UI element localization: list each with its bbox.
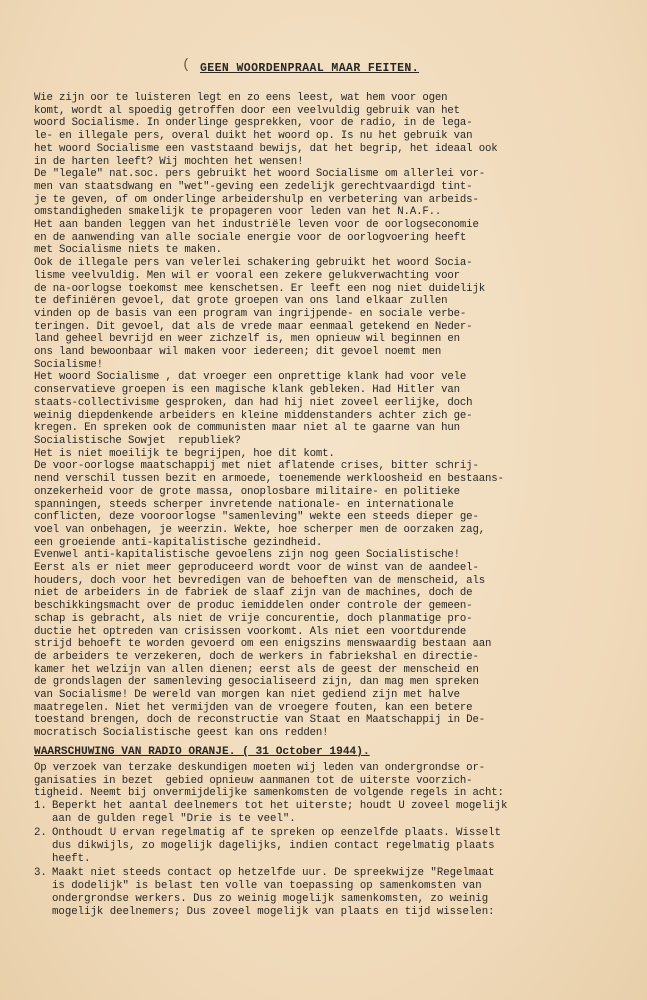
list-item bbox=[34, 800, 624, 825]
warning-intro: Op verzoek van terzake deskundigen moeten wij leden van ondergrondse or- ganisaties in bezet gebied opnieuw aanmanen tot de uiterste voorzich- tigheid. Neemt bij onvermijdelijke samenkomsten de volgende regels in acht: bbox=[34, 761, 504, 800]
paragraph-magic-word: Het woord Socialisme , dat vroeger een onprettige klank had voor vele conservatieve groepen is een magische klank gebleken. Had Hitler van staats-collectivisme gesproken, dan had hij niet zoveel eerlijke, doch weinig diepdenkende arbeiders en kleine middenstanders achter zich ge- kregen. En spreken ook de communisten maar niet al te gaarne van hun Socialistische Sowjet republiek? bbox=[34, 371, 473, 447]
warning-rules bbox=[34, 800, 624, 918]
paragraph-illegal-press: Ook de illegale pers van velerlei schakering gebruikt het woord Socia- lisme veelvuldig. Men wil er vooral een zekere gelukverwachting voor de na-oorlogse toekomst mee kenschetsen. Er leeft een nog niet duidelijk te definiëren gevoel, dat grote groepen van ons land elkaar zullen vinden op de basis van een program van ingrijpende- en sociale verbe- teringen. Dit gevoel, dat als de vrede maar eenmaal getekend en Neder- land geheel bevrijd en weer zichzelf is, men opnieuw wil beginnen en ons land bewoonbaar wil maken voor iedereen; dit gevoel noemt men Socialisme! bbox=[34, 257, 485, 371]
rule-text: Onthoudt U ervan regelmatig af te spreken op eenzelfde plaats. Wisselt dus dikwijls, zo mogelijk dagelijks, indien contact regelmatig plaats heeft. bbox=[52, 827, 501, 865]
page-title: GEEN WOORDENPRAAL MAAR FEITEN. bbox=[200, 62, 420, 75]
paragraph-socialism-definition: Evenwel anti-kapitalistische gevoelens zijn nog geen Socialistische! Eerst als er niet meer geproduceerd wordt voor de winst van de aandeel- houders, doch voor het bevredigen van de behoeften van de menscheid, als niet de arbeiders in de fabriek de slaaf zijn van de machines, doch de beschikkingsmacht over de produc iemiddelen onder controle der gemeen- schap is gebracht, als niet de vrije concurentie, doch planmatige pro- ductie het optreden van crisissen voorkomt. Als niet een voortdurende strijd behoeft te worden gevoerd om een enigszins menswaardig bestaan aan de arbeiders te verzekeren, doch de werkers in fabriekshal en directie- kamer het welzijn van allen dienen; eerst als de geest der menscheid en de grondslagen der samenleving gesocialiseerd zijn, dan mag men spreken van Socialisme! De wereld van morgen kan niet gediend zijn met halve maatregelen. Niet het vermijden van de vroegere fouten, kan een betere toestand brengen, doch de reconstructie van Staat en Maatschappij in De- mocratisch Socialistische geest kan ons redden! bbox=[34, 549, 492, 740]
paragraph-explanation: Het is niet moeilijk te begrijpen, hoe dit komt. bbox=[34, 447, 335, 460]
paper-mark-icon: ( bbox=[182, 57, 191, 73]
warning-heading: WAARSCHUWING VAN RADIO ORANJE. ( 31 October 1944). bbox=[34, 745, 370, 758]
paragraph-legal-press: De "legale" nat.soc. pers gebruikt het woord Socialisme om allerlei vor- men van staatsdwang en "wet"-geving een zedelijk gerechtvaardigd tint- je te geven, of om onderlinge arbeidershulp en verbetering van arbeids- omstandigheden smakelijk te propageren voor leden van het N.A.F.. Het aan banden leggen van het industriële leven voor de oorlogseconomie en de aanwending van alle sociale energie voor de oorlogvoering heeft met Socialisme niets te maken. bbox=[34, 168, 485, 257]
rule-number: 2. bbox=[34, 827, 47, 840]
rule-number: 3. bbox=[34, 867, 47, 880]
list-item bbox=[34, 827, 624, 865]
body-text bbox=[34, 92, 624, 920]
rule-text: Beperkt het aantal deelnemers tot het uiterste; houdt U zoveel mogelijk aan de gulden regel "Drie is te veel". bbox=[52, 799, 508, 825]
paragraph-intro: Wie zijn oor te luisteren legt en zo eens leest, wat hem voor ogen komt, wordt al spoedig getroffen door een veelvuldig gebruik van het woord Socialisme. In onderlinge gesprekken, voor de radio, in de lega- le- en illegale pers, overal duikt het woord op. Is nu het gebruik van het woord Socialisme een vaststaand bewijs, dat het begrip, het ideaal ook in de harten leeft? Wij mochten het wensen! bbox=[34, 92, 498, 168]
rule-text: Maakt niet steeds contact op hetzelfde uur. De spreekwijze "Regelmaat is dodelijk" is belast ten volle van toepassing op samenkomsten van ondergrondse werkers. Dus zo weinig mogelijk samenkomsten, zo weinig mogelijk deelnemers; Dus zoveel mogelijk van plaats en tijd wisselen: bbox=[52, 867, 495, 918]
rule-number: 1. bbox=[34, 799, 47, 812]
paragraph-prewar-society: De voor-oorlogse maatschappij met niet aflatende crises, bitter schrij- nend verschil tussen bezit en armoede, toenemende werkloosheid en bestaans- onzekerheid voor de grote massa, onoplosbare militaire- en politieke spanningen, steeds scherper invretende nationale- en internationale conflicten, deze vooroorlogse "samenleving" wekte een steeds dieper ge- voel van onbehagen, je weerzin. Wekte, hoe scherper men de oorzaken zag, een groeiende anti-kapitalistische gezindheid. bbox=[34, 460, 504, 549]
list-item bbox=[34, 867, 624, 918]
